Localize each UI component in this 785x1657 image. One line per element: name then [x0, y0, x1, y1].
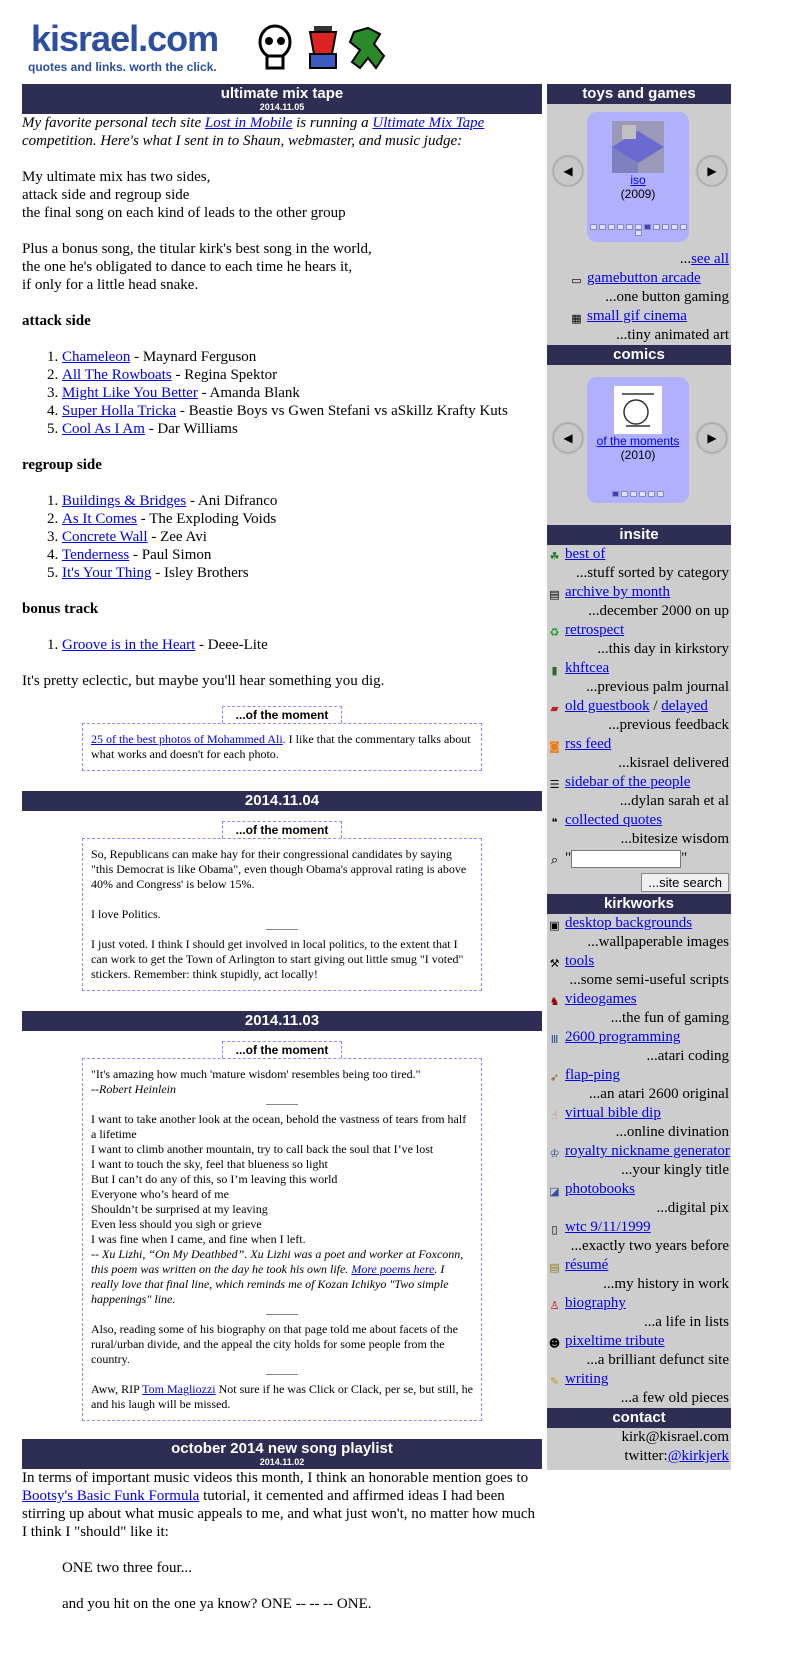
sidebar-item-writing[interactable]: ✎ writing	[547, 1370, 731, 1389]
card-year: (2010)	[620, 448, 656, 462]
ultimate-mix-tape-link[interactable]: Ultimate Mix Tape	[372, 115, 485, 131]
kirk-icon: ☘	[549, 550, 560, 563]
hand-icon: ☝	[551, 1109, 558, 1122]
bird-icon: ➶	[549, 1071, 560, 1084]
ali-photos-link[interactable]: 25 of the best photos of Mohammed Ali	[91, 732, 283, 746]
sidebar-heading-contact: contact	[547, 1408, 731, 1428]
sidebar-item-pixeltime[interactable]: ☻ pixeltime tribute	[548, 1333, 665, 1350]
recycle-icon: ♻	[549, 626, 560, 639]
song-link[interactable]: Buildings & Bridges	[62, 493, 187, 509]
song-link[interactable]: Might Like You Better	[62, 385, 198, 401]
site-search-row: ⌕ " "	[547, 849, 731, 871]
quote-icon: ❝	[551, 816, 558, 829]
search-input[interactable]	[571, 850, 681, 868]
post-intro: In terms of important music videos this month, I think an honorable mention goes to Bootsy's Basic Funk Formula tutorial, it cemented and affirmed ideas I had been stirring up about what music appeals to me, and what just won't, no matter how much I think I "should" like it:	[22, 1470, 536, 1540]
sidebar-item-khftcea[interactable]: ▮ khftcea	[547, 659, 731, 678]
sidebar-item-2600-programming[interactable]: Ⅲ 2600 programming	[547, 1028, 731, 1047]
sidebar-item-bible-dip[interactable]: ☝ virtual bible dip	[547, 1104, 731, 1123]
song-link[interactable]: Concrete Wall	[62, 529, 148, 545]
divider	[266, 1374, 298, 1375]
sidebar-item-rss[interactable]: ◙ rss feed	[547, 735, 731, 754]
carousel-card[interactable]	[587, 377, 689, 503]
list-item: 3. Might Like You Better - Amanda Blank	[62, 384, 542, 402]
toys-carousel	[547, 104, 731, 250]
sidebar-item-retrospect[interactable]: ♻ retrospect	[547, 621, 731, 640]
list-item: 3. Concrete Wall - Zee Avi	[62, 528, 542, 546]
skull-icon	[256, 24, 294, 72]
monitor-icon: ▣	[549, 919, 560, 932]
list-item: 4. Tenderness - Paul Simon	[62, 546, 542, 564]
carousel-dots	[587, 491, 689, 497]
people-icon: ☰	[549, 778, 560, 791]
delayed-link[interactable]: delayed	[661, 698, 708, 714]
kirk-icon	[346, 24, 390, 72]
next-arrow-icon[interactable]: ▶	[697, 156, 727, 186]
regroup-side-heading: regroup side	[22, 457, 102, 473]
next-arrow-icon[interactable]: ▶	[697, 423, 727, 453]
more-poems-link[interactable]: More poems here	[351, 1262, 435, 1276]
sidebar-heading-insite: insite	[547, 525, 731, 545]
carousel-dots	[587, 224, 689, 236]
contact-email: kirk@kisrael.com	[621, 1429, 729, 1445]
book-icon: ▰	[550, 702, 559, 715]
sidebar-item-desktop-backgrounds[interactable]: ▣ desktop backgrounds	[547, 914, 731, 933]
gamebutton-icon: ▭	[571, 274, 582, 287]
palm-icon: ▮	[551, 664, 558, 677]
post-closing: It's pretty eclectic, but maybe you'll hear something you dig.	[22, 673, 385, 689]
of-the-moment-box: ...of the moment 25 of the best photos of Mohammed Ali. I like that the commentary talks about what works and doesn't for each photo.	[82, 706, 482, 771]
regroup-side-list	[22, 492, 542, 582]
atari-icon: Ⅲ	[550, 1033, 559, 1046]
list-item: 2. As It Comes - The Exploding Voids	[62, 510, 542, 528]
site-header	[28, 18, 408, 78]
list-item: 4. Super Holla Tricka - Beastie Boys vs Gwen Stefani vs aSkillz Krafty Kuts	[62, 402, 542, 420]
sidebar-item-videogames[interactable]: ♞ videogames	[547, 990, 731, 1009]
prev-arrow-icon[interactable]: ◀	[553, 423, 583, 453]
blockquote-line: ONE two three four...	[62, 1560, 192, 1576]
tom-magliozzi-link[interactable]: Tom Magliozzi	[142, 1382, 216, 1396]
site-tagline: quotes and links. worth the click.	[28, 60, 217, 74]
card-title[interactable]: iso	[630, 173, 646, 187]
film-icon: ▦	[571, 312, 582, 325]
post-date-bar: 2014.11.04	[22, 791, 542, 811]
search-icon: ⌕	[550, 853, 559, 868]
invader-icon: ♞	[549, 995, 560, 1008]
poem-credit: -- Xu Lizhi, “On My Deathbed”. Xu Lizhi was a poet and worker at Foxconn, this poem was written on the day he took his own life. More poems here. I really love that final line, which reminds me of Kozan Ichikyo "Two simple happenings" line.	[91, 1247, 464, 1306]
see-all-link[interactable]: see all	[691, 251, 729, 267]
of-the-moment-label: ...of the moment	[222, 821, 342, 838]
pencil-icon: ✎	[549, 1375, 560, 1388]
robot-icon	[304, 24, 342, 72]
post-title-bar	[22, 84, 542, 114]
sidebar-item-people[interactable]: ☰ sidebar of the people	[547, 773, 731, 792]
lost-in-mobile-link[interactable]: Lost in Mobile	[204, 115, 293, 131]
quote-text: "It's amazing how much 'mature wisdom' resembles being too tired."	[91, 1067, 421, 1081]
sidebar-item-wtc[interactable]: ▯ wtc 9/11/1999	[547, 1218, 731, 1237]
sidebar-item-flap-ping[interactable]: ➶ flap-ping	[547, 1066, 731, 1085]
sidebar: toys and games ◀ iso (2009) ▶ ...see all ▭ gamebutton arcade ...one button gaming ▦ small gif cinema ...tiny animated art comics ◀ of the moments (2010) ▶ insite ☘ best of ...stuff sorted by category ▤ archive by month ...december 2000 on up ♻ retrospect ...this day in kirkstory ▮ khftcea ...previous palm journal ▰ old guestbook / delayed ...previous feedback ◙ rss feed ...kisrael delivered ☰ sidebar of the people ...dylan sarah et al ❝ collected quotes ...bitesize wisdom ⌕ " " ...site search kirkworks ▣ desktop backgrounds ...wallpaperable images ⚒ tools ...some semi-useful scripts ♞ videogames ...the fun of gaming Ⅲ 2600 programming ...atari coding ➶ flap-ping ...an atari 2600 original ☝ virtual bible dip ...online divination ♔ royalty nickname generator ...your kingly title ◪ photobooks ...digital pix ▯ wtc 9/11/1999 ...exactly two years before ▤ résumé ...my history in work ♙ biography ...a life in lists ☻ pixeltime tribute ...a brilliant defunct site ✎ writing ...a few old pieces contact kirk@kisrael.com twitter:@kirkjerk	[547, 84, 731, 1470]
post-date-bar: 2014.11.03	[22, 1011, 542, 1031]
site-search-button[interactable]: ...site search	[641, 873, 729, 892]
iso-thumbnail-icon	[612, 121, 664, 173]
song-link[interactable]: Chameleon	[62, 349, 131, 365]
post-date: 2014.11.02	[259, 1457, 305, 1467]
mix-para-2: Plus a bonus song, the titular kirk's best song in the world, the one he's obligated to dance to each time he hears it, if only for a little head snake.	[22, 241, 372, 293]
sidebar-heading-comics: comics	[547, 345, 731, 365]
sidebar-item-best-of[interactable]: ☘ best of	[547, 545, 731, 564]
song-link[interactable]: Groove is in the Heart	[62, 637, 196, 653]
post-date: 2014.11.05	[259, 102, 305, 112]
attack-side-list	[22, 348, 542, 438]
resume-icon: ▤	[549, 1261, 560, 1274]
list-item: 5. Cool As I Am - Dar Williams	[62, 420, 542, 438]
see-all-row: ...see all	[679, 251, 729, 267]
sidebar-item-photobooks[interactable]: ◪ photobooks	[547, 1180, 731, 1199]
bonus-track-heading: bonus track	[22, 601, 99, 617]
site-logo[interactable]: kisrael.com	[31, 18, 219, 59]
sidebar-item-biography[interactable]: ♙ biography	[547, 1294, 731, 1313]
mix-para-1: My ultimate mix has two sides, attack side and regroup side the final song on each kind of leads to the other group	[22, 169, 346, 221]
list-item: 1. Chameleon - Maynard Ferguson	[62, 348, 542, 366]
of-the-moment-box: ...of the moment So, Republicans can make hay for their congressional candidates by saying "this Democrat is like Obama", even though Obama's approval rating is above 40% and Congress' is below 15%. I love Politics. I just voted. I think I should get involved in local politics, to the extent that I can work to get the Town of Arlington to start giving out little smug "I voted" stickers. Remember: think stupidly, act locally!	[82, 821, 482, 991]
song-link[interactable]: Super Holla Tricka	[62, 403, 177, 419]
list-item: 5. It's Your Thing - Isley Brothers	[62, 564, 542, 582]
contact-twitter: twitter:@kirkjerk	[624, 1448, 729, 1464]
person-icon: ♙	[549, 1299, 560, 1312]
sidebar-item-gamebutton[interactable]: ▭ gamebutton arcade	[547, 269, 731, 288]
prev-arrow-icon[interactable]: ◀	[553, 156, 583, 186]
calendar-icon: ▤	[549, 588, 560, 601]
bonus-track-list	[22, 636, 542, 654]
pixeltime-icon: ☻	[548, 1337, 561, 1350]
post-title-bar	[22, 1439, 542, 1469]
tools-icon: ⚒	[549, 957, 560, 970]
card-year: (2009)	[620, 187, 656, 201]
of-the-moment-box: ...of the moment "It's amazing how much 'mature wisdom' resembles being too tired." --Robert Heinlein I want to take another look at the ocean, behold the vastness of tears from half a lifetime I want to climb another mountain, try to call back the soul that I’ve lost I want to touch the sky, feel that blueness so light But I can’t do any of this, so I’m leaving this world Everyone who’s heard of me Shouldn’t be surprised at my leaving Even less should you sigh or grieve I was fine when I came, and fine when I left. -- Xu Lizhi, “On My Deathbed”. Xu Lizhi was a poet and worker at Foxconn, this poem was written on the day he took his own life. More poems here. I really love that final line, which reminds me of Kozan Ichikyo "Two simple happenings" line. Also, reading some of his biography on that page told me about facets of the rural/urban divide, and the appeal the city holds for some people from the country. Aww, RIP Tom Magliozzi Not sure if he was Click or Clack, per se, but still, he and his laugh will be missed.	[82, 1041, 482, 1421]
of-the-moment-label: ...of the moment	[222, 1041, 342, 1058]
rss-icon: ◙	[549, 740, 560, 753]
list-item: 1. Groove is in the Heart - Deee-Lite	[62, 636, 542, 654]
sidebar-item-resume[interactable]: ▤ résumé	[547, 1256, 731, 1275]
divider	[266, 1314, 298, 1315]
post-title: ultimate mix tape	[220, 85, 344, 102]
carousel-card[interactable]	[587, 112, 689, 242]
divider	[266, 929, 298, 930]
comics-carousel	[547, 365, 731, 525]
sidebar-item-quotes[interactable]: ❝ collected quotes	[547, 811, 731, 830]
sidebar-item-royalty-nickname[interactable]: ♔ royalty nickname generator	[547, 1142, 731, 1161]
photo-icon: ◪	[549, 1185, 560, 1198]
blockquote-line: and you hit on the one ya know? ONE -- -- -- ONE.	[62, 1596, 372, 1612]
poem: I want to take another look at the ocean, behold the vastness of tears from half a lifetime I want to climb another mountain, try to call back the soul that I’ve lost I want to touch the sky, feel that blueness so light But I can’t do any of this, so I’m leaving this world Everyone who’s heard of me Shouldn’t be surprised at my leaving Even less should you sigh or grieve I was fine when I came, and fine when I left.	[91, 1112, 467, 1246]
sidebar-heading-kirkworks: kirkworks	[547, 894, 731, 914]
song-link[interactable]: It's Your Thing	[62, 565, 152, 581]
sidebar-item-tools[interactable]: ⚒ tools	[547, 952, 731, 971]
song-link[interactable]: Tenderness	[62, 547, 130, 563]
list-item: 2. All The Rowboats - Regina Spektor	[62, 366, 542, 384]
of-the-moment-label: ...of the moment	[222, 706, 342, 723]
song-link[interactable]: As It Comes	[62, 511, 137, 527]
sidebar-item-archive[interactable]: ▤ archive by month	[547, 583, 731, 602]
bootsy-link[interactable]: Bootsy's Basic Funk Formula	[22, 1488, 200, 1504]
sidebar-item-guestbook[interactable]: ▰ old guestbook / delayed	[547, 697, 731, 716]
song-link[interactable]: Cool As I Am	[62, 421, 145, 437]
towers-icon: ▯	[551, 1223, 558, 1236]
crown-icon: ♔	[549, 1147, 560, 1160]
sidebar-item-gif-cinema[interactable]: ▦ small gif cinema	[547, 307, 731, 326]
quote-author: --Robert Heinlein	[91, 1082, 176, 1096]
card-title[interactable]: of the moments	[596, 434, 680, 448]
comic-thumbnail-icon	[614, 386, 662, 434]
divider	[266, 1104, 298, 1105]
twitter-link[interactable]: @kirkjerk	[667, 1448, 729, 1464]
sidebar-heading-toys: toys and games	[547, 84, 731, 104]
song-link[interactable]: All The Rowboats	[62, 367, 172, 383]
post-intro: My favorite personal tech site Lost in Mobile is running a Ultimate Mix Tape competition. Here's what I sent in to Shaun, webmaster, and music judge:	[22, 115, 485, 149]
list-item: 1. Buildings & Bridges - Ani Difranco	[62, 492, 542, 510]
post-title: october 2014 new song playlist	[171, 1440, 393, 1457]
main-content	[22, 84, 542, 1613]
attack-side-heading: attack side	[22, 313, 91, 329]
